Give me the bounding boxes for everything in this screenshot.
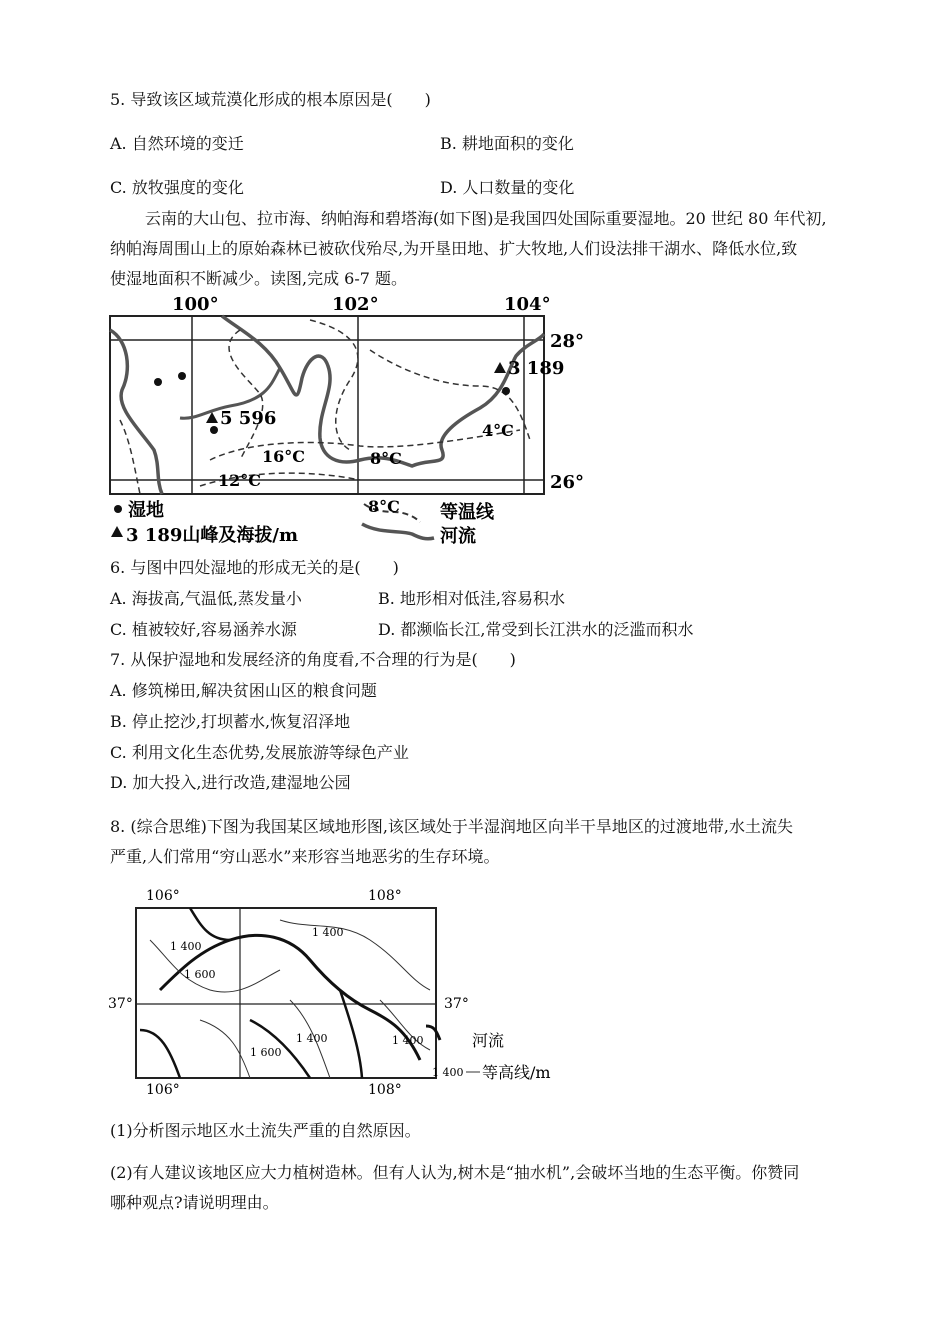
map2-lon-label: 108°: [368, 1082, 402, 1098]
map2-lon-label: 106°: [146, 1082, 180, 1098]
river-line: [140, 1030, 180, 1078]
isotherm-label: 16°C: [262, 447, 305, 466]
passage-line-3: 使湿地面积不断减少。读图,完成 6-7 题。: [110, 269, 408, 288]
contour-label: 1 400: [170, 940, 202, 953]
q7-stem: 7. 从保护湿地和发展经济的角度看,不合理的行为是( ): [110, 650, 516, 669]
contour-label: 1 400: [296, 1032, 328, 1045]
legend-peak-label: 3 189山峰及海拔/m: [126, 525, 298, 546]
isotherm-line: [120, 420, 140, 494]
map-frame: [110, 316, 544, 494]
legend-isotherm-sample-label: 8°C: [368, 497, 400, 516]
q7-option-d: D. 加大投入,进行改造,建湿地公园: [110, 773, 351, 792]
legend-river-icon: [426, 1026, 440, 1040]
legend-river-label: 河流: [440, 526, 476, 547]
q6-stem: 6. 与图中四处湿地的形成无关的是( ): [110, 558, 399, 577]
lon-label: 100°: [172, 294, 219, 315]
contour-label: 1 400: [312, 926, 344, 939]
map2-lon-label: 106°: [146, 888, 180, 904]
q5-option-a: A. 自然环境的变迁: [110, 134, 244, 153]
terrain-map: [100, 880, 560, 1110]
q8-sub-question-2-line-2: 哪种观点?请说明理由。: [110, 1193, 279, 1212]
wetland-map: [100, 290, 600, 550]
legend-isotherm-label: 等温线: [440, 502, 494, 523]
lat-label: 28°: [550, 331, 585, 352]
river-jinsha: [222, 316, 544, 466]
q5-option-b: B. 耕地面积的变化: [440, 134, 574, 153]
legend2-river-label: 河流: [472, 1031, 505, 1050]
wetland-point: [502, 387, 510, 395]
legend-wetland-dot: [114, 505, 122, 513]
lon-label: 104°: [504, 294, 551, 315]
q5-option-c: C. 放牧强度的变化: [110, 178, 244, 197]
lon-label: 102°: [332, 294, 379, 315]
q8-stem-line-2: 严重,人们常用“穷山恶水”来形容当地恶劣的生存环境。: [110, 847, 500, 866]
map2-lat-label: 37°: [444, 996, 469, 1012]
legend-river-sample: [362, 524, 434, 539]
river-line: [190, 908, 230, 940]
wetland-point: [210, 426, 218, 434]
contour-label: 1 600: [250, 1046, 282, 1059]
q8-stem-line-1: 8. (综合思维)下图为我国某区域地形图,该区域处于半湿润地区向半干旱地区的过渡地带,水土流失: [110, 817, 794, 836]
q6-option-c: C. 植被较好,容易涵养水源: [110, 620, 297, 639]
q7-option-a: A. 修筑梯田,解决贫困山区的粮食问题: [110, 681, 377, 700]
map2-frame: [136, 908, 436, 1078]
isotherm-line: [229, 330, 263, 460]
peak-label: 3 189: [508, 358, 565, 379]
legend2-contour-sample: 1 400: [432, 1066, 464, 1079]
river-west: [110, 330, 162, 494]
legend-wetland-label: 湿地: [128, 500, 164, 521]
contour-label: 1 600: [184, 968, 216, 981]
q5-option-d: D. 人口数量的变化: [440, 178, 575, 197]
legend2-contour-label: 等高线/m: [482, 1063, 551, 1082]
wetland-point: [154, 378, 162, 386]
passage-line-2: 纳帕海周围山上的原始森林已被砍伐殆尽,为开垦田地、扩大牧地,人们设法排干湖水、降低水位,致: [110, 239, 798, 258]
isotherm-label: 8°C: [370, 449, 402, 468]
isotherm-label: 4°C: [482, 421, 514, 440]
contour-line: [200, 1020, 250, 1078]
isotherm-label: 12°C: [218, 471, 261, 490]
q7-option-b: B. 停止挖沙,打坝蓄水,恢复沼泽地: [110, 712, 351, 731]
legend-peak-icon: [111, 526, 123, 537]
q6-option-d: D. 都濒临长江,常受到长江洪水的泛滥而积水: [378, 620, 694, 639]
wetland-point: [178, 372, 186, 380]
q7-option-c: C. 利用文化生态优势,发展旅游等绿色产业: [110, 743, 409, 762]
map2-lat-label: 37°: [108, 996, 133, 1012]
contour-line: [280, 920, 430, 990]
q8-sub-question-2-line-1: (2)有人建议该地区应大力植树造林。但有人认为,树木是“抽水机”,会破坏当地的生态平衡。你赞同: [110, 1163, 800, 1182]
q6-option-a: A. 海拔高,气温低,蒸发量小: [110, 589, 302, 608]
q5-stem: 5. 导致该区域荒漠化形成的根本原因是( ): [110, 90, 431, 109]
passage-line-1: 云南的大山包、拉市海、纳帕海和碧塔海(如下图)是我国四处国际重要湿地。20 世纪 80 年代初,: [145, 209, 827, 228]
map2-lon-label: 108°: [368, 888, 402, 904]
lat-label: 26°: [550, 472, 585, 493]
river-line: [160, 935, 420, 1060]
peak-marker: [494, 362, 506, 373]
q8-sub-question-1: (1)分析图示地区水土流失严重的自然原因。: [110, 1121, 421, 1140]
q6-option-b: B. 地形相对低洼,容易积水: [378, 589, 566, 608]
peak-label: 5 596: [220, 408, 277, 429]
isotherm-line: [210, 430, 520, 460]
contour-label: 1 400: [392, 1034, 424, 1047]
